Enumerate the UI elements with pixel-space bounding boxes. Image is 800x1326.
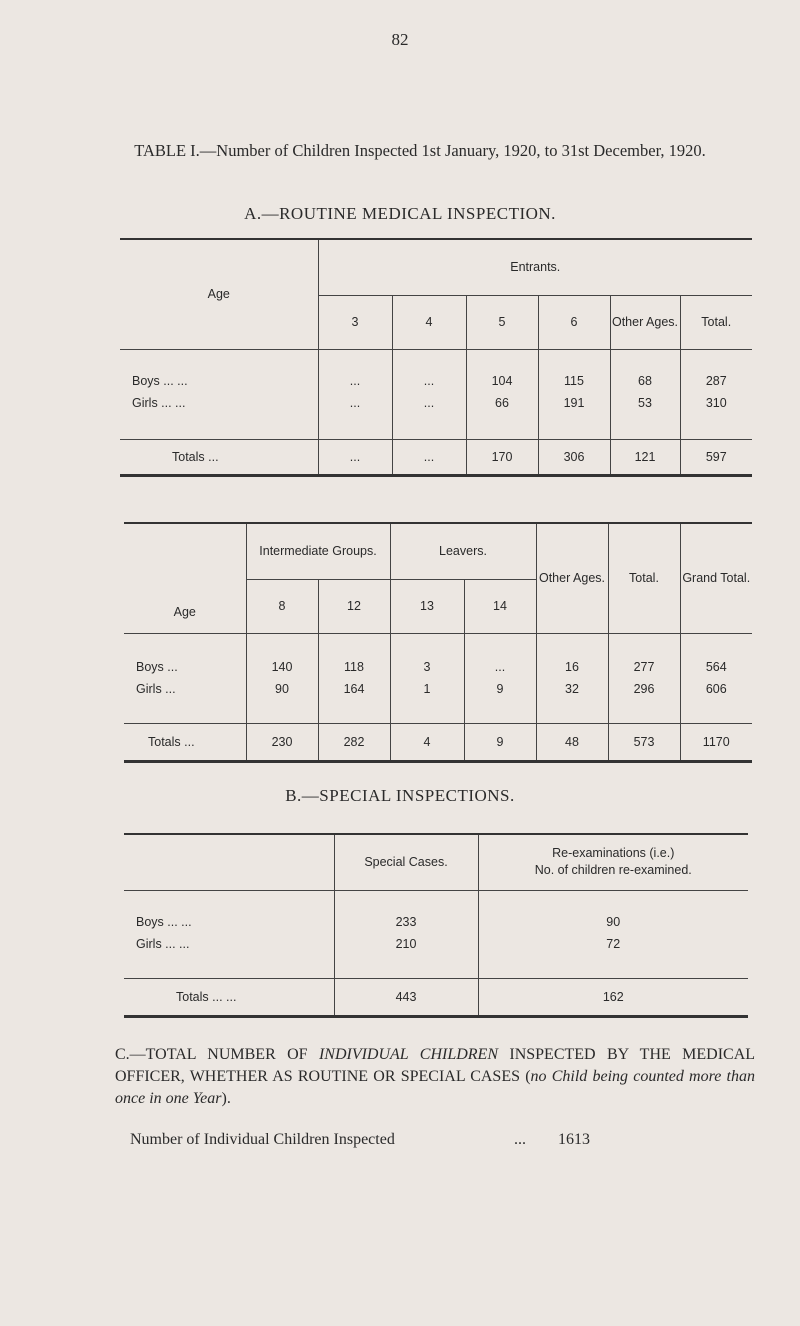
section-c-heading xyxy=(115,1044,755,1110)
individual-children-value: 1613 xyxy=(558,1131,590,1148)
special-inspections-table xyxy=(124,833,748,1018)
column-header: 8 xyxy=(246,579,318,633)
section-c-heading-text: ). xyxy=(221,1090,231,1107)
section-c-heading-italic: no Child being counted more than once in one Year xyxy=(115,1068,755,1107)
section-b-heading: B.—SPECIAL INSPECTIONS. xyxy=(285,786,515,805)
leavers-header: Leavers. xyxy=(390,523,536,579)
totals-label: Totals ... xyxy=(120,440,318,476)
totals-row xyxy=(120,440,752,476)
table-row xyxy=(124,935,748,979)
cell: ... xyxy=(318,394,392,440)
column-header: 13 xyxy=(390,579,464,633)
row-label: Boys ... ... xyxy=(132,373,188,388)
cell: 104 xyxy=(466,350,538,394)
cell: 606 xyxy=(680,680,752,724)
reexaminations-header-line2: No. of children re-examined. xyxy=(534,863,692,878)
cell: 1 xyxy=(390,680,464,724)
cell: ... xyxy=(318,440,392,476)
cell: 277 xyxy=(608,634,680,680)
cell: 573 xyxy=(608,724,680,762)
cell: 597 xyxy=(680,440,752,476)
cell: 564 xyxy=(680,634,752,680)
cell: 48 xyxy=(536,724,608,762)
age-header: Age xyxy=(173,604,196,619)
entrants-header: Entrants. xyxy=(318,239,752,295)
blank-header xyxy=(124,834,334,890)
row-label: Boys ... ... xyxy=(136,914,192,929)
table-row xyxy=(120,394,752,440)
cell: ... xyxy=(392,394,466,440)
cell: 230 xyxy=(246,724,318,762)
table-row xyxy=(124,891,748,935)
cell: 4 xyxy=(390,724,464,762)
column-header: 14 xyxy=(464,579,536,633)
cell: 310 xyxy=(680,394,752,440)
cell: 162 xyxy=(478,979,748,1017)
section-c-heading-text: C.—TOTAL NUMBER OF xyxy=(115,1046,319,1063)
cell: 90 xyxy=(246,680,318,724)
column-header: 12 xyxy=(318,579,390,633)
totals-row xyxy=(124,979,748,1017)
section-c-heading-text: INSPECTED BY THE MEDICAL OFFICER, WHETHER AS ROUTINE OR SPECIAL CASES ( xyxy=(115,1046,756,1085)
cell: 282 xyxy=(318,724,390,762)
cell: 90 xyxy=(478,891,748,935)
table-title: TABLE I.—Number of Children Inspected 1st January, 1920, to 31st December, 1920. xyxy=(134,141,706,160)
row-label: Girls ... xyxy=(136,681,176,696)
totals-label: Totals ... xyxy=(124,724,246,762)
column-header: 3 xyxy=(318,295,392,349)
row-label: Girls ... ... xyxy=(136,936,190,951)
row-label: Boys ... xyxy=(136,659,178,674)
page-number: 82 xyxy=(391,30,409,49)
table-row xyxy=(124,634,752,680)
individual-children-label: Number of Individual Children Inspected xyxy=(130,1131,395,1148)
row-label: Girls ... ... xyxy=(132,395,186,410)
intermediate-groups-header: Intermediate Groups. xyxy=(246,523,390,579)
cell: 1170 xyxy=(680,724,752,762)
reexaminations-header xyxy=(478,834,748,890)
column-header: 6 xyxy=(538,295,610,349)
cell: 3 xyxy=(390,634,464,680)
special-cases-header: Special Cases. xyxy=(334,834,478,890)
cell: ... xyxy=(392,440,466,476)
entrants-table xyxy=(120,238,752,477)
cell: 287 xyxy=(680,350,752,394)
column-header: Total. xyxy=(680,295,752,349)
cell: 210 xyxy=(334,935,478,979)
cell: 233 xyxy=(334,891,478,935)
age-header: Age xyxy=(207,287,230,302)
section-a-heading: A.—ROUTINE MEDICAL INSPECTION. xyxy=(244,204,556,223)
cell: 191 xyxy=(538,394,610,440)
cell: 68 xyxy=(610,350,680,394)
leader-dots: ... xyxy=(514,1131,526,1148)
table-row xyxy=(120,350,752,394)
total-header: Total. xyxy=(608,523,680,633)
cell: 9 xyxy=(464,680,536,724)
cell: 164 xyxy=(318,680,390,724)
cell: 32 xyxy=(536,680,608,724)
intermediate-leavers-table xyxy=(124,522,752,763)
cell: 306 xyxy=(538,440,610,476)
column-header: 5 xyxy=(466,295,538,349)
cell: 72 xyxy=(478,935,748,979)
cell: 296 xyxy=(608,680,680,724)
other-ages-header: Other Ages. xyxy=(536,523,608,633)
cell: ... xyxy=(318,350,392,394)
cell: 140 xyxy=(246,634,318,680)
cell: ... xyxy=(392,350,466,394)
column-header: 4 xyxy=(392,295,466,349)
column-header: Other Ages. xyxy=(610,295,680,349)
cell: 118 xyxy=(318,634,390,680)
cell: 170 xyxy=(466,440,538,476)
cell: 121 xyxy=(610,440,680,476)
grand-total-header: Grand Total. xyxy=(680,523,752,633)
cell: 9 xyxy=(464,724,536,762)
section-c-heading-italic: INDIVIDUAL CHILDREN xyxy=(318,1046,499,1063)
totals-row xyxy=(124,724,752,762)
cell: 115 xyxy=(538,350,610,394)
cell: 16 xyxy=(536,634,608,680)
reexaminations-header-line1: Re-examinations (i.e.) xyxy=(552,846,675,861)
totals-label: Totals ... ... xyxy=(124,979,334,1017)
cell: 66 xyxy=(466,394,538,440)
cell: 53 xyxy=(610,394,680,440)
cell: 443 xyxy=(334,979,478,1017)
cell: ... xyxy=(464,634,536,680)
table-row xyxy=(124,680,752,724)
